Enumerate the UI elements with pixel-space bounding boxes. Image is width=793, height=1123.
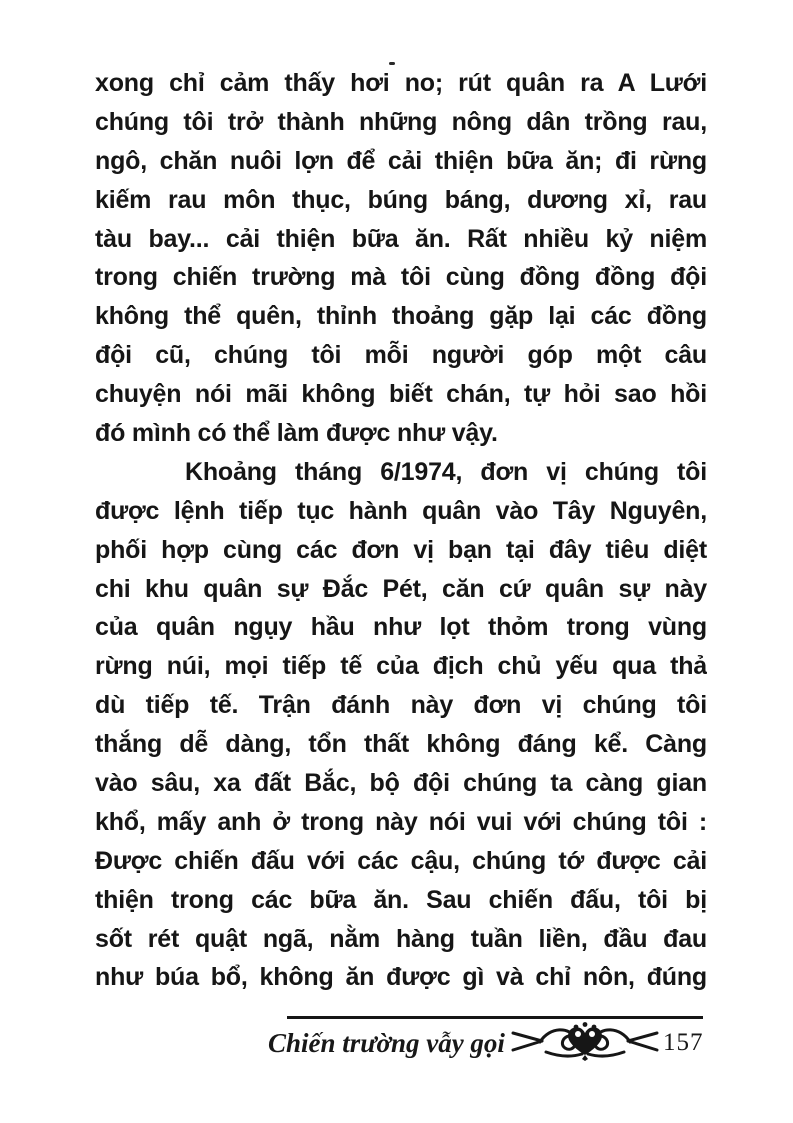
- text-line: Khoảng tháng 6/1974, đơn vị chúng tôi: [185, 457, 707, 486]
- footer-divider: [287, 1016, 703, 1019]
- floral-flourish-icon: [510, 1021, 660, 1066]
- text-line: dù tiếp tế. Trận đánh này đơn vị chúng tôi: [95, 691, 707, 720]
- text-line: như búa bổ, không ăn được gì và chỉ nôn, đúng: [95, 963, 707, 992]
- text-line: xong chỉ cảm thấy hơi no; rút quân ra A Lưới: [95, 69, 707, 97]
- text-line: phối hợp cùng các đơn vị bạn tại đây tiêu diệt: [95, 535, 707, 564]
- text-line: của quân ngụy hầu như lọt thỏm trong vùng: [95, 613, 707, 642]
- page-footer: [268, 1022, 703, 1064]
- text-line: chuyện nói mãi không biết chán, tự hỏi sao hồi: [95, 380, 707, 409]
- text-line: ngô, chăn nuôi lợn để cải thiện bữa ăn; đi rừng: [95, 146, 707, 175]
- text-line: kiếm rau môn thục, búng báng, dương xỉ, rau: [95, 185, 707, 214]
- running-title: Chiến trường vẫy gọi: [268, 1027, 505, 1058]
- text-line: tàu bay... cải thiện bữa ăn. Rất nhiều kỷ niệm: [95, 224, 707, 253]
- text-line: khổ, mấy anh ở trong này nói vui với chúng tôi :: [95, 807, 707, 836]
- text-line: được lệnh tiếp tục hành quân vào Tây Nguyên,: [95, 496, 707, 525]
- page-number: 157: [662, 1029, 704, 1056]
- text-line: không thể quên, thỉnh thoảng gặp lại các đồng: [95, 302, 707, 331]
- text-line: đội cũ, chúng tôi mỗi người góp một câu: [95, 341, 707, 370]
- text-line: chúng tôi trở thành những nông dân trồng rau,: [95, 107, 707, 136]
- text-line: trong chiến trường mà tôi cùng đồng đồng đội: [95, 263, 707, 292]
- text-line: vào sâu, xa đất Bắc, bộ đội chúng ta càng gian: [95, 769, 707, 798]
- text-line: Được chiến đấu với các cậu, chúng tớ được cải: [95, 846, 707, 875]
- body-text: [95, 64, 707, 997]
- text-line: chi khu quân sự Đắc Pét, căn cứ quân sự này: [95, 574, 707, 603]
- text-line: đó mình có thể làm được như vậy.: [95, 419, 498, 448]
- text-line: thắng dễ dàng, tổn thất không đáng kể. Càng: [95, 730, 707, 759]
- text-line: rừng núi, mọi tiếp tế của địch chủ yếu qua thả: [95, 652, 707, 681]
- text-line: sốt rét quật ngã, nằm hàng tuần liền, đầu đau: [95, 924, 707, 953]
- text-line: thiện trong các bữa ăn. Sau chiến đấu, tôi bị: [95, 885, 707, 914]
